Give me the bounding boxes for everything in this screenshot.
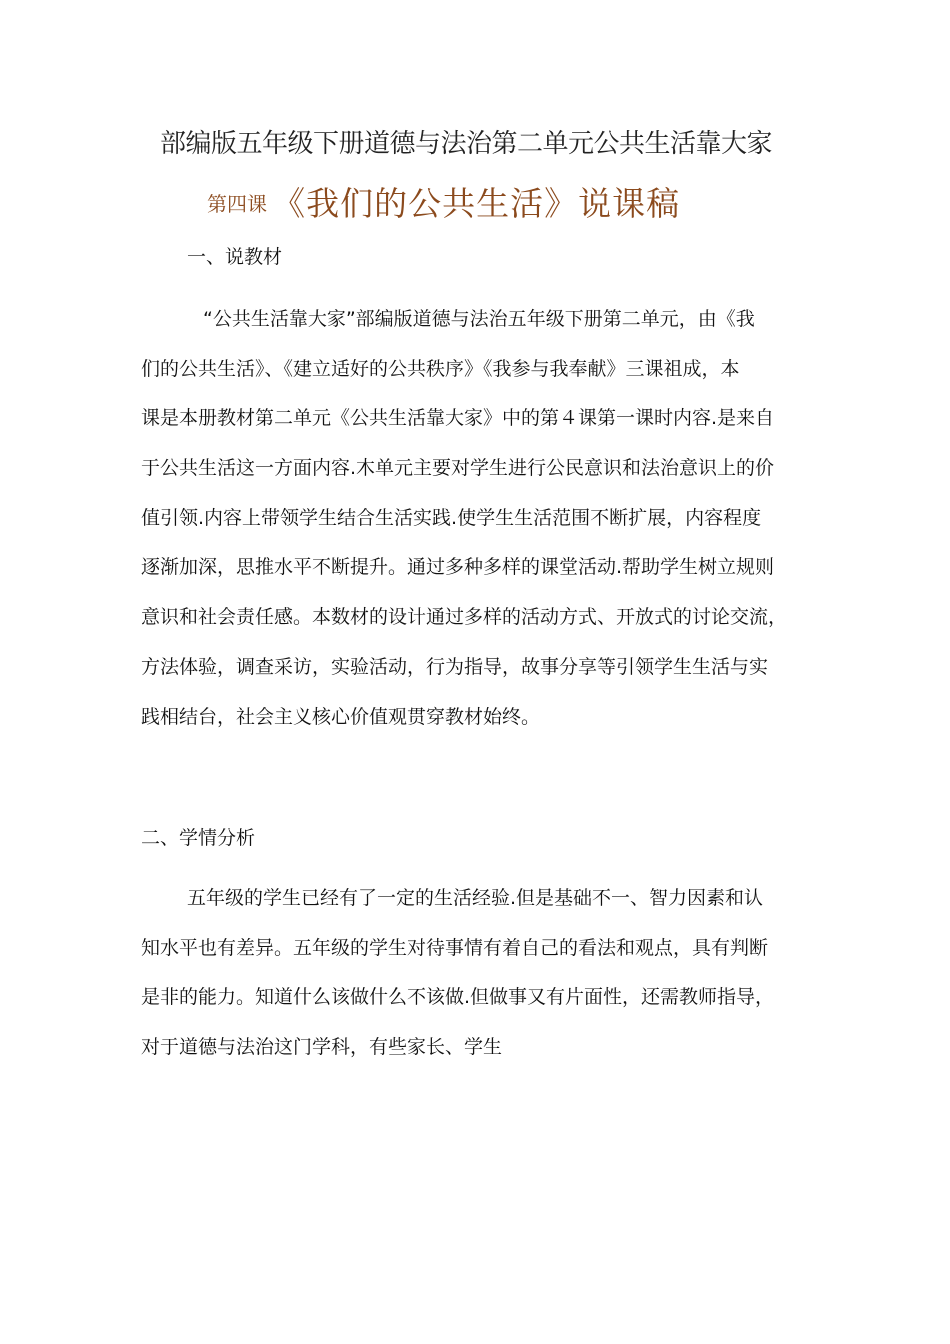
document-title: 部编版五年级下册道德与法治第二单元公共生活靠大家 <box>160 129 773 159</box>
section-heading-learner-analysis: 二、学情分析 <box>141 827 256 849</box>
section-heading-textbook: 一、说教材 <box>187 246 283 268</box>
paragraph-line: 值引领.内容上带领学生结合生活实践.使学生生活范围不断扩展，内容程度 <box>141 506 762 529</box>
lesson-name: 《我们的公共生活》说课稿 <box>272 184 681 223</box>
paragraph-line: 对于道德与法治这门学科，有些家长、学生 <box>141 1036 503 1059</box>
section-body-textbook <box>141 305 821 752</box>
paragraph-line: 知水平也有差异。五年级的学生对待事情有着自己的看法和观点，具有判断 <box>141 936 769 959</box>
section-body-learner-analysis <box>141 884 821 1083</box>
paragraph-line: 方法体验，调查采访，实验活动，行为指导，故事分享等引领学生生活与实 <box>141 655 769 678</box>
paragraph-line: 五年级的学生已经有了一定的生活经验.但是基础不一、智力因素和认 <box>187 887 764 909</box>
paragraph-line: 们的公共生活》、《建立适好的公共秩序》《我参与我奉献》三课祖成，本 <box>141 357 740 380</box>
paragraph-line: 于公共生活这一方面内容.木单元主要对学生进行公民意识和法治意识上的价 <box>141 457 775 480</box>
paragraph-line: 逐渐加深，思推水平不断提升。通过多种多样的课堂活动.帮助学生树立规则 <box>141 556 775 579</box>
paragraph-line: “公共生活靠大家”部编版道德与法治五年级下册第二单元，由《我 <box>203 308 755 330</box>
lesson-title <box>207 178 680 225</box>
paragraph-line: 践相结台，社会主义核心价值观贯穿教材始终。 <box>141 705 541 728</box>
lesson-prefix: 第四课 <box>207 192 267 216</box>
paragraph-line: 是非的能力。知道什么该做什么不该做.但做事又有片面性，还需教师指导， <box>141 986 775 1009</box>
paragraph-line: 意识和社会责任感。本数材的设计通过多样的活动方式、开放式的讨论交流， <box>141 606 788 629</box>
paragraph-line: 课是本册教材第二单元《公共生活靠大家》中的第４课第一课时内容.是来自 <box>141 407 775 430</box>
